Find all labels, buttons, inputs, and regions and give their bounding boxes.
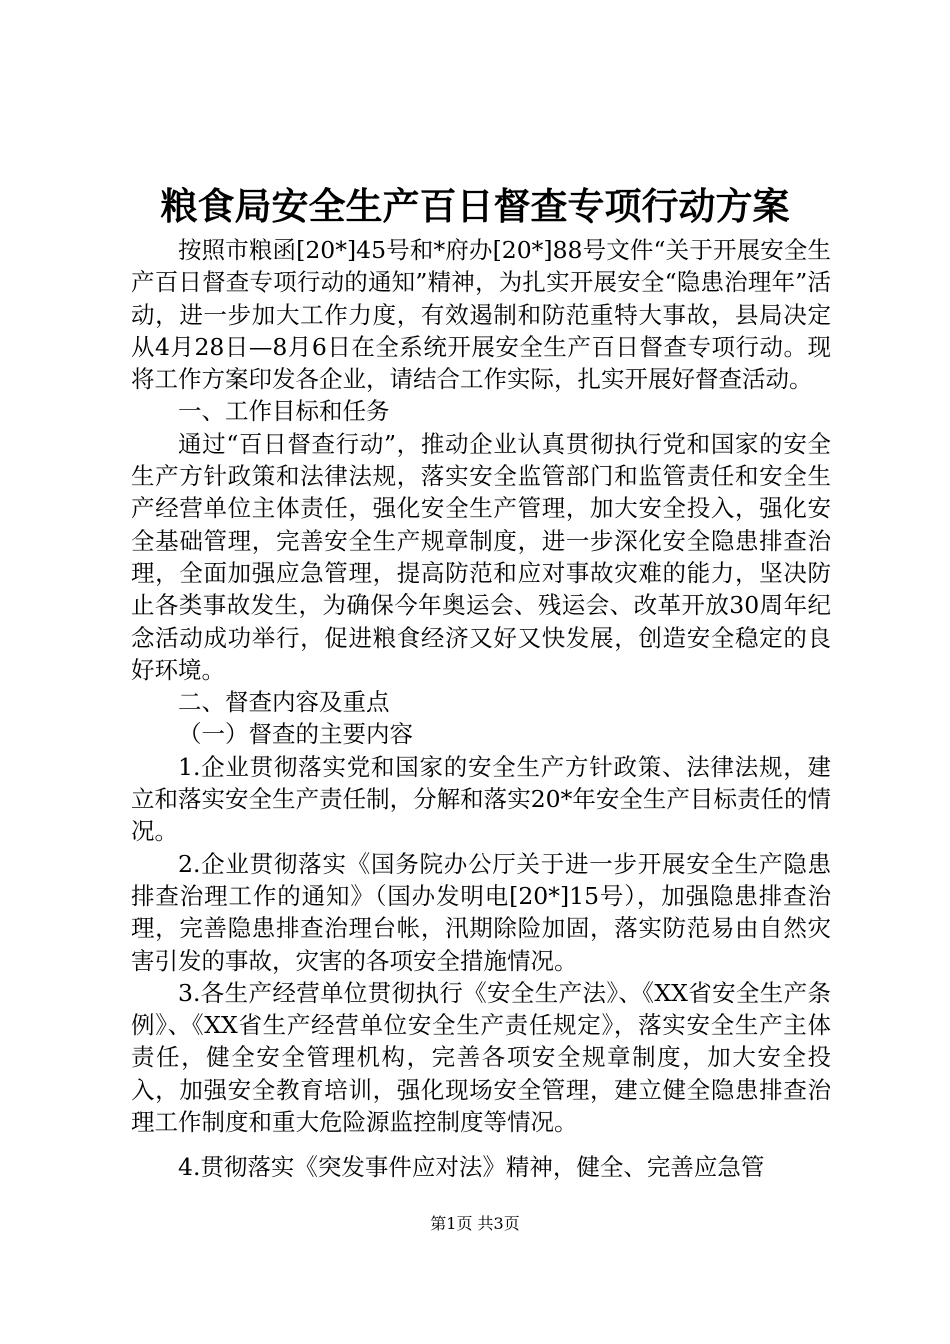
list-item: 2.企业贯彻落实《国务院办公厅关于进一步开展安全生产隐患排查治理工作的通知》（国办发明电[20*]15号），加强隐患排查治理，完善隐患排查治理台帐，汛期除险加固，落实防范易由自然灾害引发的事故，灾害的各项安全措施情况。	[131, 849, 831, 975]
document-title: 粮食局安全生产百日督查专项行动方案	[160, 185, 790, 228]
page-footer: 第1页 共3页	[430, 1214, 520, 1233]
section-2-heading: 二、督查内容及重点	[178, 688, 390, 717]
list-item: 3.各生产经营单位贯彻执行《安全生产法》、《XX省安全生产条例》、《XX省生产经营单位安全生产责任规定》，落实安全生产主体责任，健全安全管理机构，完善各项安全规章制度，加大安全投入，加强安全教育培训，强化现场安全管理，建立健全隐患排查治理工作制度和重大危险源监控制度等情况。	[131, 978, 831, 1137]
intro-paragraph: 按照市粮函[20*]45号和*府办[20*]88号文件“关于开展安全生产百日督查专项行动的通知”精神，为扎实开展安全“隐患治理年”活动，进一步加大工作力度，有效遏制和防范重特大事故，县局决定从4月28日—8月6日在全系统开展安全生产百日督查专项行动。现将工作方案印发各企业，请结合工作实际，扎实开展好督查活动。	[131, 236, 831, 394]
subsection-1-heading: （一）督查的主要内容	[178, 720, 413, 749]
section-1-heading: 一、工作目标和任务	[178, 397, 390, 426]
section-1-paragraph: 通过“百日督查行动”，推动企业认真贯彻执行党和国家的安全生产方针政策和法律法规，落实安全监管部门和监管责任和安全生产经营单位主体责任，强化安全生产管理，加大安全投入，强化安全基础管理，完善安全生产规章制度，进一步深化安全隐患排查治理，全面加强应急管理，提高防范和应对事故灾难的能力，坚决防止各类事故发生，为确保今年奥运会、残运会、改革开放30周年纪念活动成功举行，促进粮食经济又好又快发展，创造安全稳定的良好环境。	[131, 429, 831, 684]
list-item: 4.贯彻落实《突发事件应对法》精神，健全、完善应急管	[178, 1153, 765, 1181]
document-body	[131, 234, 831, 1181]
list-item: 1.企业贯彻落实党和国家的安全生产方针政策、法律法规，建立和落实安全生产责任制，分解和落实20*年安全生产目标责任的情况。	[131, 752, 831, 846]
